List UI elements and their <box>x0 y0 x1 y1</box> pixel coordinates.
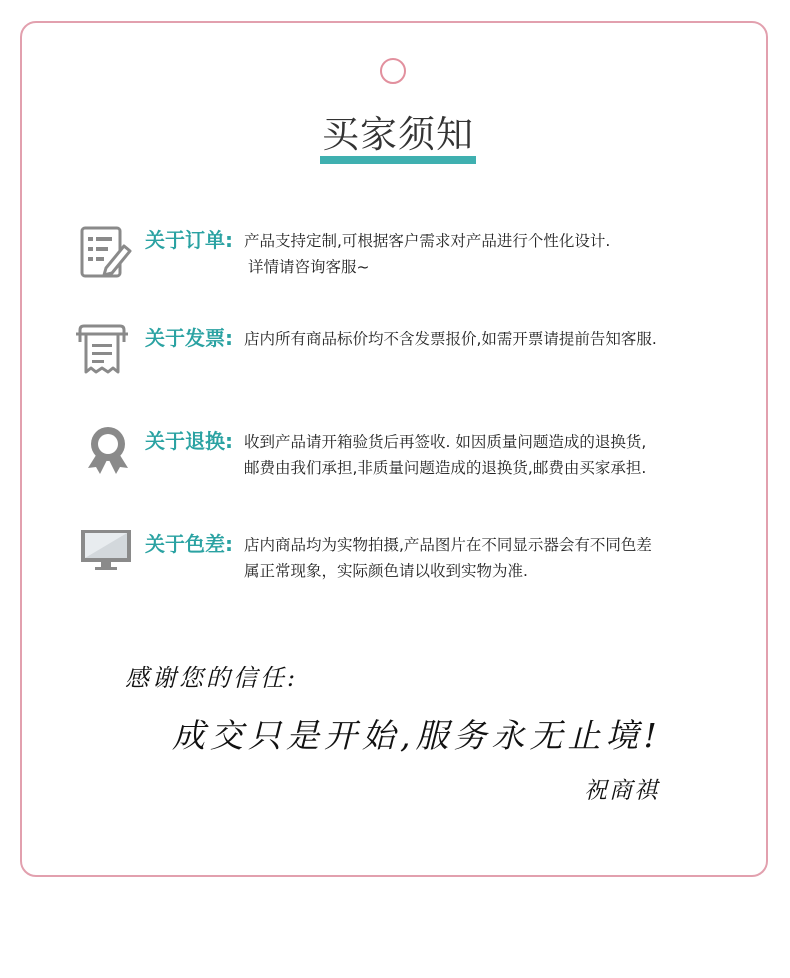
receipt-printer-icon <box>72 322 132 384</box>
monitor-icon <box>79 528 133 576</box>
section-line: 店内商品均为实物拍摄,产品图片在不同显示器会有不同色差 <box>244 536 652 554</box>
section-line: 属正常现象，实际颜色请以收到实物为准. <box>244 562 528 580</box>
section-text <box>244 532 744 584</box>
section-line: 店内所有商品标价均不含发票报价,如需开票请提前告知客服. <box>244 330 657 348</box>
section-line: 收到产品请开箱验货后再签收. 如因质量问题造成的退换货, <box>244 433 647 451</box>
thanks-text: 感谢您的信任: <box>125 664 299 692</box>
title-underline <box>320 156 476 164</box>
section-line: 产品支持定制,可根据客户需求对产品进行个性化设计. <box>244 232 611 250</box>
section-text <box>244 429 744 481</box>
section-label: 关于色差: <box>145 532 233 556</box>
section-label: 关于发票: <box>145 326 233 350</box>
section-line: 邮费由我们承担,非质量问题造成的退换货,邮费由买家承担. <box>244 459 647 477</box>
page-title: 买家须知 <box>322 113 474 156</box>
motto-text: 成交只是开始,服务永无止境! <box>172 716 662 755</box>
section-line: 详情请咨询客服~ <box>248 258 370 276</box>
section-text <box>244 326 744 352</box>
section-text <box>244 228 744 280</box>
section-label: 关于订单: <box>145 228 233 252</box>
signature-text: 祝商祺 <box>584 778 659 804</box>
hang-ring-icon <box>380 58 406 84</box>
order-form-icon <box>78 224 136 286</box>
award-ribbon-icon <box>84 424 132 480</box>
section-label: 关于退换: <box>145 429 233 453</box>
